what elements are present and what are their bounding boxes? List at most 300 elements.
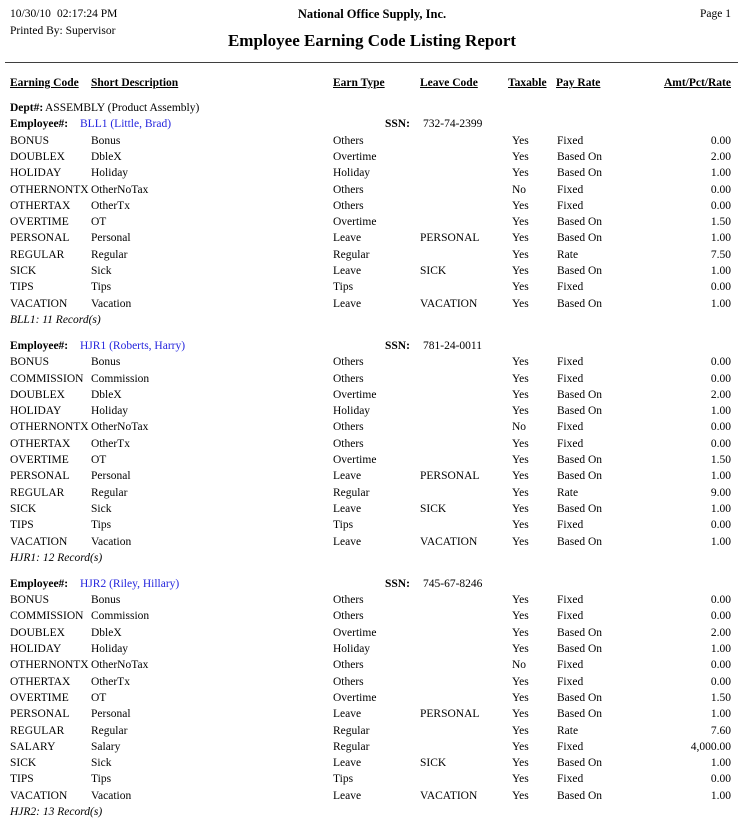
short-description-cell: Bonus [91, 356, 121, 369]
earning-code-cell: DOUBLEX [10, 388, 65, 401]
amt-pct-rate-cell: 7.50 [710, 248, 731, 261]
amt-pct-rate-cell: 2.00 [710, 388, 731, 401]
pay-rate-cell: Fixed [557, 356, 584, 369]
pay-rate-cell: Fixed [557, 594, 584, 607]
amt-pct-rate-cell: 0.00 [710, 675, 731, 688]
leave-code-cell: SICK [420, 502, 447, 515]
pay-rate-cell: Based On [557, 789, 603, 802]
employee-line [0, 340, 744, 356]
amt-pct-rate-cell: 1.00 [710, 535, 731, 548]
pay-rate-cell: Fixed [557, 773, 584, 786]
earn-type-cell: Others [333, 675, 364, 688]
pay-rate-cell: Based On [557, 150, 603, 163]
short-description-cell: Tips [91, 519, 112, 532]
ssn-label: SSN: [385, 118, 410, 131]
employee-id-link[interactable]: HJR2 (Riley, Hillary) [80, 577, 180, 590]
short-description-cell: DbleX [91, 388, 122, 401]
taxable-cell: Yes [512, 610, 529, 623]
earning-code-row [0, 757, 744, 773]
earn-type-cell: Others [333, 183, 364, 196]
earning-code-cell: SICK [10, 502, 37, 515]
short-description-cell: OtherNoTax [91, 421, 149, 434]
dept-line [0, 102, 744, 118]
earning-code-row [0, 265, 744, 281]
short-description-cell: Regular [91, 486, 128, 499]
earning-code-cell: OTHERNONTX [10, 421, 89, 434]
earn-type-cell: Holiday [333, 405, 371, 418]
amt-pct-rate-cell: 1.00 [710, 405, 731, 418]
taxable-cell: Yes [512, 773, 529, 786]
earning-code-row [0, 421, 744, 437]
printed-by-value: Supervisor [65, 25, 116, 37]
taxable-cell: Yes [512, 216, 529, 229]
pay-rate-cell: Based On [557, 535, 603, 548]
pay-rate-cell: Based On [557, 454, 603, 466]
amt-pct-rate-cell: 1.50 [710, 454, 731, 466]
earning-code-cell: HOLIDAY [10, 643, 62, 655]
pay-rate-cell: Fixed [557, 183, 584, 196]
earning-code-row [0, 594, 744, 610]
amt-pct-rate-cell: 0.00 [710, 372, 731, 385]
pay-rate-cell: Based On [557, 265, 603, 277]
taxable-cell: Yes [512, 675, 529, 688]
short-description-cell: OtherTx [91, 437, 130, 450]
earning-code-row [0, 405, 744, 421]
earning-code-row [0, 692, 744, 708]
earning-code-cell: SALARY [10, 740, 56, 753]
short-description-cell: OtherTx [91, 675, 130, 688]
pay-rate-cell: Fixed [557, 437, 584, 450]
employee-line [0, 578, 744, 594]
amt-pct-rate-cell: 1.50 [710, 691, 731, 704]
earn-type-cell: Leave [333, 470, 362, 483]
pay-rate-cell: Based On [557, 757, 603, 770]
pay-rate-cell: Fixed [557, 740, 584, 753]
earning-code-cell: COMMISSION [10, 372, 84, 385]
amt-pct-rate-cell: 0.00 [710, 199, 731, 212]
earning-code-row [0, 151, 744, 167]
earning-code-row [0, 249, 744, 265]
pay-rate-cell: Based On [557, 643, 603, 655]
pay-rate-cell: Based On [557, 232, 603, 245]
dept-value: ASSEMBLY (Product Assembly) [45, 102, 200, 114]
earn-type-cell: Overtime [333, 691, 377, 704]
earn-type-cell: Leave [333, 535, 362, 548]
short-description-cell: DbleX [91, 626, 122, 639]
column-header-leave-code: Leave Code [420, 77, 478, 89]
earning-code-row [0, 167, 744, 183]
leave-code-cell: VACATION [420, 789, 478, 802]
leave-code-cell: SICK [420, 757, 447, 770]
taxable-cell: Yes [512, 405, 529, 418]
earning-code-row [0, 659, 744, 675]
short-description-cell: Holiday [91, 405, 129, 418]
taxable-cell: Yes [512, 281, 529, 294]
earn-type-cell: Leave [333, 757, 362, 770]
amt-pct-rate-cell: 1.00 [710, 643, 731, 655]
earning-code-cell: OTHERTAX [10, 199, 71, 212]
pay-rate-cell: Fixed [557, 372, 584, 385]
earning-code-cell: BONUS [10, 134, 49, 147]
taxable-cell: Yes [512, 519, 529, 532]
earning-code-row [0, 298, 744, 314]
earning-code-row [0, 184, 744, 200]
taxable-cell: Yes [512, 757, 529, 770]
amt-pct-rate-cell: 1.00 [710, 502, 731, 515]
earning-code-cell: OTHERNONTX [10, 183, 89, 196]
earning-code-row [0, 216, 744, 232]
ssn-value: 781-24-0011 [423, 339, 482, 352]
short-description-cell: Holiday [91, 167, 129, 180]
ssn-label: SSN: [385, 577, 410, 590]
record-summary: BLL1: 11 Record(s) [10, 313, 101, 326]
earn-type-cell: Others [333, 437, 364, 450]
report-title: Employee Earning Code Listing Report [227, 31, 517, 50]
pay-rate-cell: Rate [557, 486, 579, 499]
short-description-cell: OT [91, 216, 107, 229]
earning-code-row [0, 487, 744, 503]
leave-code-cell: VACATION [420, 297, 478, 310]
pay-rate-cell: Fixed [557, 421, 584, 434]
earn-type-cell: Others [333, 199, 364, 212]
taxable-cell: Yes [512, 691, 529, 704]
earning-code-row [0, 610, 744, 626]
earn-type-cell: Holiday [333, 643, 371, 655]
taxable-cell: Yes [512, 502, 529, 515]
earn-type-cell: Overtime [333, 150, 377, 163]
earning-code-cell: OVERTIME [10, 454, 69, 466]
earning-code-row [0, 135, 744, 151]
earning-code-row [0, 503, 744, 519]
pay-rate-cell: Based On [557, 502, 603, 515]
earn-type-cell: Tips [333, 281, 354, 294]
column-header-short-description: Short Description [91, 77, 179, 89]
earning-code-row [0, 356, 744, 372]
earning-code-row [0, 741, 744, 757]
taxable-cell: Yes [512, 388, 529, 401]
pay-rate-cell: Fixed [557, 519, 584, 532]
short-description-cell: Personal [91, 232, 131, 245]
short-description-cell: Bonus [91, 594, 121, 607]
dept-label: Dept#: [10, 102, 44, 114]
earn-type-cell: Regular [333, 724, 370, 737]
taxable-cell: No [512, 183, 527, 196]
pay-rate-cell: Rate [557, 248, 579, 261]
earn-type-cell: Regular [333, 740, 370, 753]
taxable-cell: Yes [512, 643, 529, 655]
earning-code-cell: VACATION [10, 297, 68, 310]
taxable-cell: Yes [512, 594, 529, 607]
earning-code-cell: OVERTIME [10, 216, 69, 229]
column-header-taxable: Taxable [508, 77, 547, 89]
earn-type-cell: Others [333, 594, 364, 607]
earn-type-cell: Others [333, 659, 364, 672]
record-summary-line [0, 552, 744, 568]
ssn-label: SSN: [385, 339, 410, 352]
short-description-cell: Sick [91, 265, 112, 277]
amt-pct-rate-cell: 2.00 [710, 150, 731, 163]
earning-code-row [0, 773, 744, 789]
taxable-cell: Yes [512, 789, 529, 802]
pay-rate-cell: Based On [557, 216, 603, 229]
earning-code-row [0, 470, 744, 486]
earning-code-row [0, 389, 744, 405]
short-description-cell: Regular [91, 248, 128, 261]
taxable-cell: No [512, 659, 527, 672]
pay-rate-cell: Based On [557, 297, 603, 310]
short-description-cell: Vacation [91, 789, 132, 802]
leave-code-cell: PERSONAL [420, 470, 480, 483]
earn-type-cell: Regular [333, 248, 370, 261]
taxable-cell: Yes [512, 150, 529, 163]
pay-rate-cell: Fixed [557, 675, 584, 688]
earning-code-row [0, 725, 744, 741]
earning-code-cell: VACATION [10, 789, 68, 802]
employee-label: Employee#: [10, 118, 69, 131]
taxable-cell: Yes [512, 486, 529, 499]
taxable-cell: Yes [512, 626, 529, 639]
pay-rate-cell: Based On [557, 626, 603, 639]
earning-code-row [0, 536, 744, 552]
short-description-cell: OtherNoTax [91, 183, 149, 196]
short-description-cell: Tips [91, 281, 112, 294]
amt-pct-rate-cell: 1.00 [710, 265, 731, 277]
amt-pct-rate-cell: 1.00 [710, 789, 731, 802]
page-number: Page 1 [700, 8, 731, 20]
report-time: 02:17:24 PM [57, 8, 118, 20]
pay-rate-cell: Fixed [557, 281, 584, 294]
short-description-cell: Salary [91, 740, 121, 753]
earning-code-cell: SICK [10, 757, 37, 770]
column-header-pay-rate: Pay Rate [556, 77, 601, 89]
taxable-cell: Yes [512, 437, 529, 450]
amt-pct-rate-cell: 9.00 [710, 486, 731, 499]
amt-pct-rate-cell: 0.00 [710, 659, 731, 672]
earning-code-cell: OTHERTAX [10, 675, 71, 688]
leave-code-cell: PERSONAL [420, 232, 480, 245]
pay-rate-cell: Based On [557, 691, 603, 704]
short-description-cell: Personal [91, 470, 131, 483]
earning-code-cell: PERSONAL [10, 232, 70, 245]
amt-pct-rate-cell: 2.00 [710, 626, 731, 639]
earning-code-row [0, 643, 744, 659]
earn-type-cell: Tips [333, 773, 354, 786]
earn-type-cell: Leave [333, 708, 362, 721]
taxable-cell: Yes [512, 167, 529, 180]
amt-pct-rate-cell: 1.50 [710, 216, 731, 229]
short-description-cell: Regular [91, 724, 128, 737]
ssn-value: 732-74-2399 [423, 118, 483, 131]
earn-type-cell: Others [333, 421, 364, 434]
earn-type-cell: Others [333, 610, 364, 623]
earn-type-cell: Leave [333, 502, 362, 515]
earning-code-cell: REGULAR [10, 248, 65, 261]
short-description-cell: Vacation [91, 535, 132, 548]
record-summary: HJR1: 12 Record(s) [10, 551, 103, 564]
taxable-cell: Yes [512, 372, 529, 385]
earning-code-cell: HOLIDAY [10, 405, 62, 418]
taxable-cell: Yes [512, 232, 529, 245]
amt-pct-rate-cell: 1.00 [710, 232, 731, 245]
short-description-cell: Vacation [91, 297, 132, 310]
taxable-cell: Yes [512, 265, 529, 277]
pay-rate-cell: Based On [557, 470, 603, 483]
earning-code-row [0, 708, 744, 724]
amt-pct-rate-cell: 1.00 [710, 757, 731, 770]
taxable-cell: Yes [512, 740, 529, 753]
short-description-cell: OtherTx [91, 199, 130, 212]
earning-code-row [0, 790, 744, 806]
short-description-cell: Sick [91, 757, 112, 770]
taxable-cell: No [512, 421, 527, 434]
pay-rate-cell: Based On [557, 708, 603, 721]
amt-pct-rate-cell: 0.00 [710, 773, 731, 786]
amt-pct-rate-cell: 1.00 [710, 470, 731, 483]
leave-code-cell: PERSONAL [420, 708, 480, 721]
earning-code-row [0, 676, 744, 692]
earn-type-cell: Overtime [333, 388, 377, 401]
pay-rate-cell: Fixed [557, 659, 584, 672]
pay-rate-cell: Based On [557, 405, 603, 418]
amt-pct-rate-cell: 4,000.00 [690, 740, 731, 753]
short-description-cell: Holiday [91, 643, 129, 655]
taxable-cell: Yes [512, 297, 529, 310]
record-summary: HJR2: 13 Record(s) [10, 806, 103, 818]
taxable-cell: Yes [512, 724, 529, 737]
employee-label: Employee#: [10, 577, 69, 590]
earning-code-cell: VACATION [10, 535, 68, 548]
short-description-cell: OtherNoTax [91, 659, 149, 672]
amt-pct-rate-cell: 0.00 [710, 281, 731, 294]
earning-code-row [0, 627, 744, 643]
amt-pct-rate-cell: 1.00 [710, 297, 731, 310]
amt-pct-rate-cell: 1.00 [710, 167, 731, 180]
pay-rate-cell: Rate [557, 724, 579, 737]
earning-code-cell: TIPS [10, 773, 34, 786]
pay-rate-cell: Fixed [557, 199, 584, 212]
leave-code-cell: SICK [420, 265, 447, 277]
short-description-cell: Tips [91, 773, 112, 786]
short-description-cell: Sick [91, 502, 112, 515]
earning-code-cell: TIPS [10, 281, 34, 294]
earning-code-cell: REGULAR [10, 724, 65, 737]
report-date: 10/30/10 [10, 8, 51, 20]
amt-pct-rate-cell: 0.00 [710, 437, 731, 450]
earn-type-cell: Leave [333, 297, 362, 310]
short-description-cell: OT [91, 691, 107, 704]
taxable-cell: Yes [512, 356, 529, 369]
earning-code-cell: TIPS [10, 519, 34, 532]
earn-type-cell: Overtime [333, 454, 377, 466]
employee-label: Employee#: [10, 339, 69, 352]
short-description-cell: Personal [91, 708, 131, 721]
company-name: National Office Supply, Inc. [297, 7, 447, 21]
earn-type-cell: Others [333, 134, 364, 147]
record-summary-line [0, 806, 744, 822]
pay-rate-cell: Based On [557, 388, 603, 401]
amt-pct-rate-cell: 0.00 [710, 610, 731, 623]
short-description-cell: DbleX [91, 150, 122, 163]
earn-type-cell: Regular [333, 486, 370, 499]
column-header-earn-type: Earn Type [333, 77, 385, 89]
record-summary-line [0, 314, 744, 330]
earning-code-row [0, 232, 744, 248]
employee-id-link[interactable]: BLL1 (Little, Brad) [80, 118, 172, 131]
short-description-cell: Bonus [91, 134, 121, 147]
taxable-cell: Yes [512, 199, 529, 212]
earning-code-cell: SICK [10, 265, 37, 277]
employee-id-link[interactable]: HJR1 (Roberts, Harry) [80, 339, 186, 352]
pay-rate-cell: Fixed [557, 610, 584, 623]
taxable-cell: Yes [512, 708, 529, 721]
pay-rate-cell: Based On [557, 167, 603, 180]
taxable-cell: Yes [512, 248, 529, 261]
earn-type-cell: Holiday [333, 167, 371, 180]
earning-code-cell: DOUBLEX [10, 150, 65, 163]
earning-code-cell: OVERTIME [10, 691, 69, 704]
amt-pct-rate-cell: 0.00 [710, 594, 731, 607]
taxable-cell: Yes [512, 454, 529, 466]
amt-pct-rate-cell: 0.00 [710, 356, 731, 369]
earning-code-cell: PERSONAL [10, 470, 70, 483]
employee-line [0, 118, 744, 134]
taxable-cell: Yes [512, 134, 529, 147]
earning-code-cell: COMMISSION [10, 610, 84, 623]
taxable-cell: Yes [512, 535, 529, 548]
short-description-cell: Commission [91, 610, 150, 623]
earning-code-row [0, 281, 744, 297]
amt-pct-rate-cell: 0.00 [710, 183, 731, 196]
earning-code-cell: OTHERNONTX [10, 659, 89, 672]
earning-code-cell: BONUS [10, 356, 49, 369]
column-header-amt-pct-rate: Amt/Pct/Rate [663, 77, 731, 89]
earning-code-cell: BONUS [10, 594, 49, 607]
earning-code-row [0, 519, 744, 535]
earn-type-cell: Overtime [333, 626, 377, 639]
earning-code-row [0, 373, 744, 389]
earning-code-cell: OTHERTAX [10, 437, 71, 450]
amt-pct-rate-cell: 1.00 [710, 708, 731, 721]
earn-type-cell: Overtime [333, 216, 377, 229]
earn-type-cell: Leave [333, 232, 362, 245]
earning-code-cell: DOUBLEX [10, 626, 65, 639]
earning-code-row [0, 200, 744, 216]
amt-pct-rate-cell: 7.60 [710, 724, 731, 737]
leave-code-cell: VACATION [420, 535, 478, 548]
earn-type-cell: Tips [333, 519, 354, 532]
earn-type-cell: Leave [333, 789, 362, 802]
ssn-value: 745-67-8246 [423, 577, 483, 590]
amt-pct-rate-cell: 0.00 [710, 421, 731, 434]
column-header-earning-code: Earning Code [10, 77, 79, 89]
earn-type-cell: Others [333, 372, 364, 385]
earn-type-cell: Leave [333, 265, 362, 277]
amt-pct-rate-cell: 0.00 [710, 519, 731, 532]
short-description-cell: Commission [91, 372, 150, 385]
earning-code-cell: HOLIDAY [10, 167, 62, 180]
earning-code-row [0, 438, 744, 454]
printed-by-label: Printed By: [10, 25, 63, 37]
amt-pct-rate-cell: 0.00 [710, 134, 731, 147]
pay-rate-cell: Fixed [557, 134, 584, 147]
short-description-cell: OT [91, 454, 107, 466]
header-divider [5, 62, 738, 63]
earn-type-cell: Others [333, 356, 364, 369]
earning-code-cell: PERSONAL [10, 708, 70, 721]
earning-code-cell: REGULAR [10, 486, 65, 499]
earning-code-row [0, 454, 744, 470]
taxable-cell: Yes [512, 470, 529, 483]
